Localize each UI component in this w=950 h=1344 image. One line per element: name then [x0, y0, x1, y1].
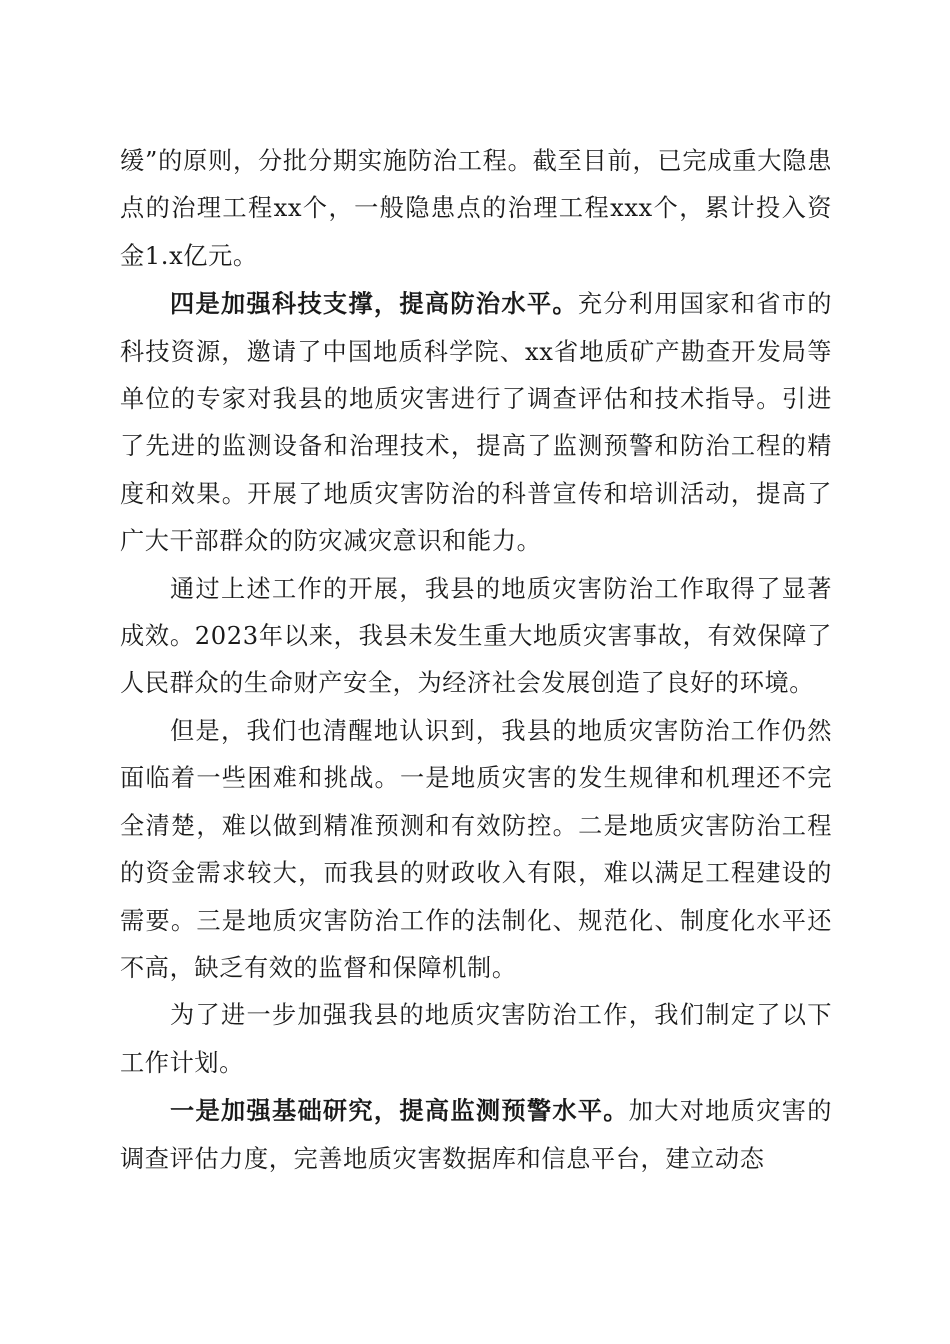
paragraph-4-text: 但是，我们也清醒地认识到，我县的地质灾害防治工作仍然面临着一些困难和挑战。一是地质灾害的发生规律和机理还不完全清楚，难以做到精准预测和有效防控。二是地质灾害防治工程的资金需求较大，而我县的财政收入有限，难以满足工程建设的需要。三是地质灾害防治工作的法制化、规范化、制度化水平还不高，缺乏有效的监督和保障机制。 [120, 716, 832, 982]
paragraph-6-heading: 一是加强基础研究，提高监测预警水平。 [170, 1096, 629, 1126]
paragraph-5-text: 为了进一步加强我县的地质灾害防治工作，我们制定了以下工作计划。 [120, 1001, 832, 1077]
paragraph-3-text: 通过上述工作的开展，我县的地质灾害防治工作取得了显著成效。2023年以来，我县未发生重大地质灾害事故，有效保障了人民群众的生命财产安全，为经济社会发展创造了良好的环境。 [120, 574, 832, 698]
paragraph-1-text: 缓”的原则，分批分期实施防治工程。截至目前，已完成重大隐患点的治理工程xx个，一般隐患点的治理工程xxx个，累计投入资金1.x亿元。 [120, 147, 832, 270]
paragraph-4 [120, 708, 832, 992]
paragraph-1 [120, 138, 832, 280]
paragraph-2 [120, 280, 832, 565]
paragraph-6 [120, 1087, 832, 1183]
paragraph-2-text: 充分利用国家和省市的科技资源，邀请了中国地质科学院、xx省地质矿产勘查开发局等单位的专家对我县的地质灾害进行了调查评估和技术指导。引进了先进的监测设备和治理技术，提高了监测预警和防治工程的精度和效果。开展了地质灾害防治的科普宣传和培训活动，提高了广大干部群众的防灾减灾意识和能力。 [120, 290, 832, 556]
paragraph-5 [120, 992, 832, 1087]
paragraph-3 [120, 566, 832, 708]
document-page [120, 138, 832, 1183]
paragraph-2-heading: 四是加强科技支撑，提高防治水平。 [170, 289, 578, 319]
paragraph-6-text: 加大对地质灾害的调查评估力度，完善地质灾害数据库和信息平台，建立动态 [120, 1097, 832, 1173]
